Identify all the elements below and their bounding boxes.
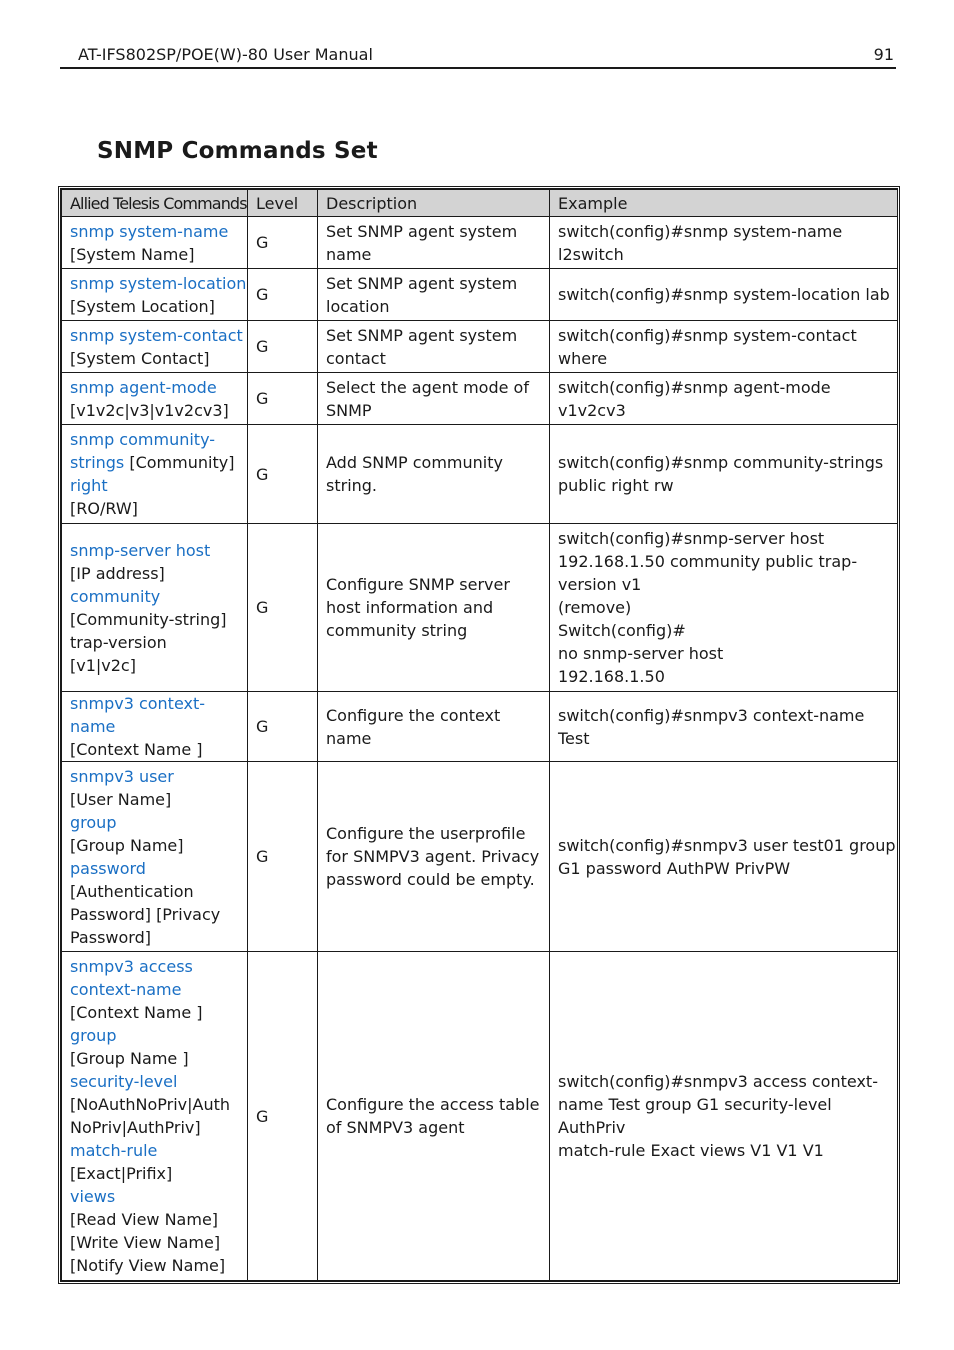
command-keyword: community: [70, 586, 161, 606]
command-keyword: match-rule: [70, 1141, 158, 1160]
command-parameter: [Exact|Prifix]: [70, 1164, 173, 1183]
level-cell: G: [248, 217, 318, 269]
example-line: match-rule Exact views V1 V1 V1: [558, 1141, 824, 1160]
command-cell: [62, 217, 248, 269]
table-row: [62, 952, 898, 1281]
level-cell: G: [248, 425, 318, 524]
description-cell: [318, 321, 550, 373]
page-header: [60, 43, 896, 69]
example-line: 192.168.1.50 community public trap-: [558, 552, 858, 571]
description-cell: [318, 373, 550, 425]
command-parameter: [RO/RW]: [70, 499, 138, 518]
command-parameter: Password] [Privacy: [70, 904, 221, 924]
level-cell: G: [248, 373, 318, 425]
command-cell: [62, 762, 248, 952]
command-keyword: snmpv3 user: [70, 766, 174, 786]
table-row: [62, 425, 898, 524]
table-row: [62, 524, 898, 692]
command-parameter: Password]: [70, 927, 151, 947]
description-cell: [318, 952, 550, 1281]
command-parameter: [Write View Name]: [70, 1233, 221, 1252]
command-cell: [62, 425, 248, 524]
example-cell: [550, 321, 898, 373]
description-cell: [318, 524, 550, 692]
column-header-description: Description: [318, 190, 550, 217]
description-cell: [318, 762, 550, 952]
example-line: switch(config)#snmpv3 context-name Test: [558, 705, 865, 748]
level-cell: G: [248, 692, 318, 762]
command-keyword: snmp system-contact: [70, 325, 243, 345]
command-keyword: security-level: [70, 1072, 178, 1091]
command-parameter: [User Name]: [70, 789, 172, 809]
description-line: Set SNMP agent system: [326, 273, 518, 293]
example-line: G1 password AuthPW PrivPW: [558, 858, 791, 878]
level-cell: G: [248, 321, 318, 373]
description-cell: [318, 692, 550, 762]
description-line: Configure SNMP server: [326, 575, 510, 594]
example-cell: [550, 524, 898, 692]
table-row: [62, 269, 898, 321]
column-header-commands: Allied Telesis Commands: [62, 190, 248, 217]
command-cell: [62, 269, 248, 321]
description-cell: [318, 425, 550, 524]
command-keyword: password: [70, 858, 146, 878]
command-cell: [62, 321, 248, 373]
description-cell: [318, 217, 550, 269]
table-header-row: [62, 190, 898, 217]
command-parameter: [NoAuthNoPriv|Auth: [70, 1095, 231, 1114]
example-line: switch(config)#snmp system-location lab: [558, 285, 890, 304]
example-cell: [550, 373, 898, 425]
example-cell: [550, 692, 898, 762]
section-title: SNMP Commands Set: [97, 138, 378, 164]
command-keyword: snmpv3 context-name: [70, 694, 206, 736]
table-row: [62, 373, 898, 425]
commands-table-frame: [58, 186, 900, 1284]
example-line: where: [558, 348, 608, 368]
description-line: Select the agent mode of: [326, 377, 529, 397]
snmp-commands-table: [61, 189, 898, 1281]
command-keyword: context-name: [70, 980, 182, 999]
description-line: location: [326, 296, 390, 316]
command-parameter: [v1|v2c]: [70, 655, 136, 675]
command-keyword: snmp system-location: [70, 273, 247, 293]
command-keyword: snmp agent-mode: [70, 377, 217, 397]
example-cell: [550, 952, 898, 1281]
command-keyword: snmpv3 access: [70, 957, 193, 976]
example-line: version v1: [558, 575, 642, 594]
description-line: name: [326, 244, 372, 264]
command-parameter: [Community]: [124, 453, 235, 472]
example-cell: [550, 425, 898, 524]
example-line: Switch(config)#: [558, 621, 686, 640]
command-parameter: trap-version: [70, 632, 167, 652]
example-line: switch(config)#snmpv3 access context-: [558, 1072, 878, 1091]
command-parameter: [Group Name ]: [70, 1049, 189, 1068]
description-line: Configure the userprofile: [326, 824, 526, 843]
command-keyword: right: [70, 476, 108, 495]
example-line: public right rw: [558, 476, 674, 495]
description-cell: [318, 269, 550, 321]
description-line: contact: [326, 348, 386, 368]
description-line: Configure the access table: [326, 1095, 540, 1114]
level-cell: G: [248, 762, 318, 952]
example-cell: [550, 762, 898, 952]
command-cell: [62, 373, 248, 425]
description-line: Set SNMP agent system: [326, 221, 518, 241]
example-line: no snmp-server host: [558, 644, 724, 663]
description-line: of SNMPV3 agent: [326, 1118, 465, 1137]
command-keyword: group: [70, 812, 117, 832]
command-cell: [62, 524, 248, 692]
example-line: switch(config)#snmp-server host: [558, 529, 825, 548]
command-parameter: [v1v2c|v3|v1v2cv3]: [70, 400, 229, 420]
level-cell: G: [248, 269, 318, 321]
description-line: Set SNMP agent system: [326, 325, 518, 345]
command-parameter: [Read View Name]: [70, 1210, 219, 1229]
description-line: host information and: [326, 598, 494, 617]
command-keyword: snmp system-name: [70, 221, 229, 241]
command-parameter: [System Location]: [70, 296, 215, 316]
column-header-level: Level: [248, 190, 318, 217]
command-parameter: [IP address]: [70, 563, 165, 583]
description-line: string.: [326, 476, 378, 495]
command-parameter: [Context Name ]: [70, 1003, 203, 1022]
example-line: 192.168.1.50: [558, 667, 665, 686]
description-line: Add SNMP community: [326, 453, 503, 472]
example-line: switch(config)#snmp system-name l2switch: [558, 221, 843, 264]
command-parameter: [System Contact]: [70, 348, 210, 368]
command-parameter: [Context Name ]: [70, 740, 203, 759]
command-parameter: [Authentication: [70, 881, 194, 901]
command-cell: [62, 952, 248, 1281]
example-line: switch(config)#snmp community-strings: [558, 453, 884, 472]
description-line: for SNMPV3 agent. Privacy: [326, 847, 540, 866]
example-line: switch(config)#snmp agent-mode v1v2cv3: [558, 377, 831, 420]
document-title: AT-IFS802SP/POE(W)-80 User Manual: [78, 45, 373, 64]
table-row: [62, 762, 898, 952]
command-keyword: strings: [70, 453, 125, 472]
description-line: community string: [326, 621, 468, 640]
page-number: 91: [873, 45, 894, 64]
command-parameter: [System Name]: [70, 244, 195, 264]
description-line: password could be empty.: [326, 870, 535, 889]
command-keyword: snmp community-: [70, 430, 216, 449]
table-row: [62, 217, 898, 269]
level-cell: G: [248, 524, 318, 692]
level-cell: G: [248, 952, 318, 1281]
command-keyword: views: [70, 1187, 116, 1206]
command-parameter: [Community-string]: [70, 609, 227, 629]
command-keyword: snmp-server host: [70, 540, 211, 560]
description-line: SNMP: [326, 400, 372, 420]
description-line: Configure the context name: [326, 705, 501, 748]
command-parameter: [Notify View Name]: [70, 1256, 226, 1275]
table-row: [62, 692, 898, 762]
example-line: switch(config)#snmpv3 user test01 group: [558, 835, 896, 855]
command-keyword: group: [70, 1026, 117, 1045]
command-parameter: NoPriv|AuthPriv]: [70, 1118, 201, 1137]
example-cell: [550, 269, 898, 321]
table-row: [62, 321, 898, 373]
example-cell: [550, 217, 898, 269]
example-line: (remove): [558, 598, 632, 617]
example-line: name Test group G1 security-level AuthPriv: [558, 1095, 832, 1137]
column-header-example: Example: [550, 190, 898, 217]
command-cell: [62, 692, 248, 762]
command-line: [70, 451, 247, 474]
example-line: switch(config)#snmp system-contact: [558, 325, 857, 345]
command-parameter: [Group Name]: [70, 835, 184, 855]
